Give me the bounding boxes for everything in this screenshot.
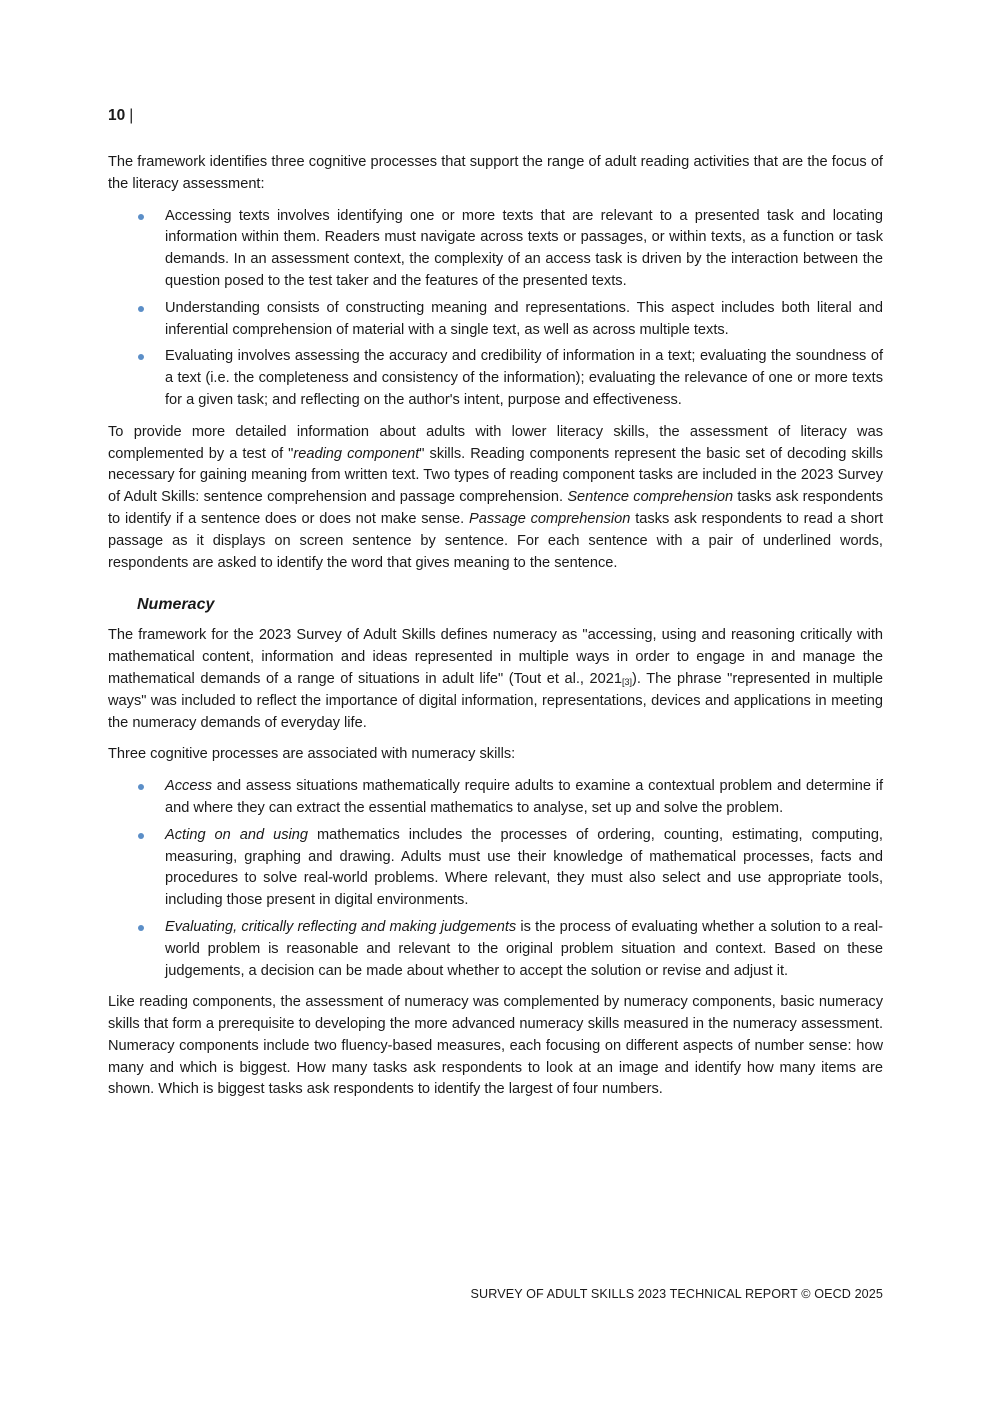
page-footer: SURVEY OF ADULT SKILLS 2023 TECHNICAL REPORT © OECD 2025 (470, 1287, 883, 1301)
numeracy-components-paragraph: Like reading components, the assessment of numeracy was complemented by numeracy components, basic numeracy skills that form a prerequisite to developing the more advanced numeracy skills measured in the numeracy assessment. Numeracy components include two fluency-based measures, each focusing on different aspects of number sense: how many and which is biggest. How many tasks ask respondents to look at an image and identify how many items are shown. Which is biggest tasks ask respondents to identify the largest of four numbers. (108, 994, 883, 1098)
list-item: Acting on and using mathematics includes the processes of ordering, counting, estimating, computing, measuring, graphing and drawing. Adults must use their knowledge of mathematical processes, facts and procedures to solve real-world problems. Where relevant, they must also select and use appropriate tools, including those present in digital environments. (108, 825, 883, 912)
bullet-icon (138, 833, 144, 839)
citation-reference: [3] (622, 676, 633, 687)
numeracy-definition-paragraph: The framework for the 2023 Survey of Adult Skills defines numeracy as "accessing, using and reasoning critically with mathematical content, information and ideas represented in multiple ways in order to engage in and manage the mathematical demands of a range of situations in adult life" (Tout et al., $2021_{[3]}$). The phrase "represented in multiple ways" was included to reflect the importance of digital information, representations, devices and applications in meeting the numeracy demands of everyday life. (108, 627, 883, 731)
numeracy-heading: Numeracy (137, 596, 215, 614)
list-item: Understanding consists of constructing meaning and representations. This aspect includes both literal and inferential comprehension of material with a single text, as well as across multiple texts. (108, 298, 883, 342)
page-number-value: 10 (108, 107, 126, 124)
list-item: Evaluating, critically reflecting and making judgements is the process of evaluating whether a solution to a real-world problem is reasonable and relevant to the original problem situation and context. Based on these judgements, a decision can be made about whether to accept the solution or revise and adjust it. (108, 917, 883, 982)
literacy-intro-paragraph: The framework identifies three cognitive processes that support the range of adult reading activities that are the focus of the literacy assessment: (108, 154, 883, 192)
numeracy-processes-list (108, 776, 883, 982)
page-number (108, 106, 133, 126)
bullet-icon (138, 354, 144, 360)
list-item: Access and assess situations mathematically require adults to examine a contextual problem and determine if and where they can extract the essential mathematics to analyse, set up and solve the problem. (108, 776, 883, 820)
bullet-icon (138, 306, 144, 312)
literacy-processes-list (108, 206, 883, 412)
main-content (108, 152, 883, 1111)
reading-components-paragraph: To provide more detailed information about adults with lower literacy skills, the assessment of literacy was complemented by a test of "reading component" skills. Reading components represent the basic set of decoding skills necessary for gaining meaning from written text. Two types of reading component tasks are included in the 2023 Survey of Adult Skills: sentence comprehension and passage comprehension. Sentence comprehension tasks ask respondents to identify if a sentence does or does not make sense. Passage comprehension tasks ask respondents to read a short passage as it displays on screen sentence by sentence. For each sentence with a pair of underlined words, respondents are asked to identify the word that gives meaning to the sentence. (108, 423, 883, 571)
bullet-icon (138, 784, 144, 790)
numeracy-processes-intro: Three cognitive processes are associated with numeracy skills: (108, 746, 516, 763)
list-item: Evaluating involves assessing the accuracy and credibility of information in a text; evaluating the soundness of a text (i.e. the completeness and consistency of the information); evaluating the relevance of one or more texts for a given task; and reflecting on the author's intent, purpose and effectiveness. (108, 346, 883, 411)
bullet-icon (138, 925, 144, 931)
page-number-separator: | (129, 107, 134, 124)
list-item: Accessing texts involves identifying one or more texts that are relevant to a presented task and locating information within them. Readers must navigate across texts or passages, or within texts, as a function or task demands. In an assessment context, the complexity of an access task is driven by the interaction between the question posed to the test taker and the features of the presented texts. (108, 206, 883, 293)
bullet-icon (138, 214, 144, 220)
